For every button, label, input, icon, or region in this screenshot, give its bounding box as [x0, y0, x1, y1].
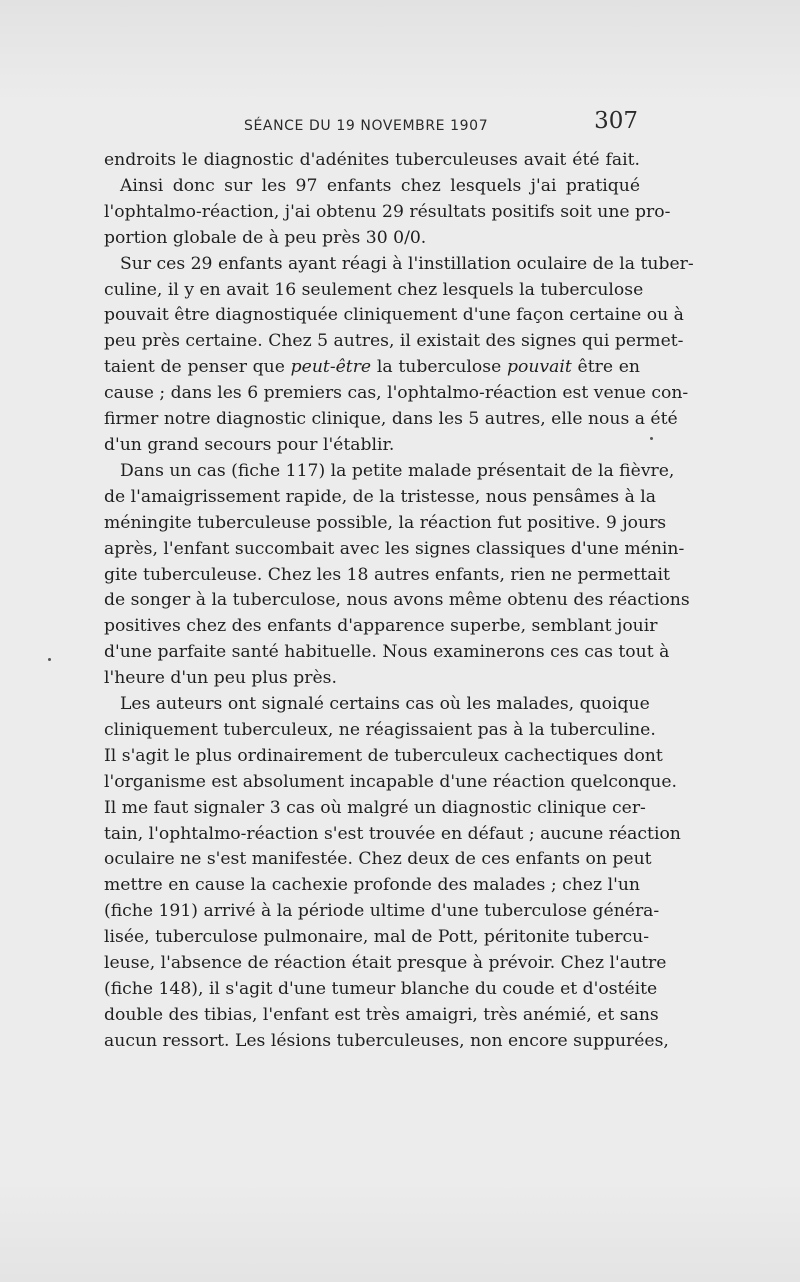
ink-speck: [48, 658, 51, 661]
page-header: [104, 108, 638, 142]
text-line: Ainsi donc sur les 97 enfants chez lesquels j'ai pratiqué: [120, 175, 640, 196]
text-line: Il me faut signaler 3 cas où malgré un diagnostic clinique cer-: [104, 797, 646, 818]
text-line: (fiche 148), il s'agit d'une tumeur blanche du coude et d'ostéite: [104, 979, 658, 999]
text-line: l'heure d'un peu plus près.: [104, 668, 337, 689]
text-line: d'une parfaite santé habituelle. Nous examinerons ces cas tout à: [104, 642, 670, 663]
text-line: positives chez des enfants d'apparence superbe, semblant jouir: [104, 616, 658, 637]
text-line: tain, l'ophtalmo-réaction s'est trouvée en défaut ; aucune réaction: [104, 823, 681, 844]
text-line: après, l'enfant succombait avec les signes classiques d'une ménin-: [104, 538, 685, 559]
text-segment: taient de penser que: [104, 357, 291, 378]
text-line: lisée, tuberculose pulmonaire, mal de Pott, péritonite tubercu-: [104, 927, 650, 948]
text-line: Sur ces 29 enfants ayant réagi à l'instillation oculaire de la tuber-: [120, 253, 694, 274]
text-line: culine, il y en avait 16 seulement chez lesquels la tuberculose: [104, 279, 644, 300]
page-number: 307: [594, 108, 638, 134]
text-line: endroits le diagnostic d'adénites tuberculeuses avait été fait.: [104, 150, 640, 170]
italic-phrase: pouvait: [507, 357, 572, 378]
text-line: Les auteurs ont signalé certains cas où les malades, quoique: [120, 694, 650, 715]
text-line: portion globale de à peu près 30 0/0.: [104, 227, 427, 248]
italic-phrase: peut-être: [290, 357, 372, 378]
text-line: [104, 355, 640, 381]
text-line: leuse, l'absence de réaction était presque à prévoir. Chez l'autre: [104, 953, 667, 974]
text-line: aucun ressort. Les lésions tuberculeuses, non encore suppurées,: [104, 1030, 669, 1051]
text-line: Dans un cas (fiche 117) la petite malade présentait de la fièvre,: [120, 460, 675, 481]
body-text: [104, 148, 694, 1055]
text-line: méningite tuberculeuse possible, la réaction fut positive. 9 jours: [104, 512, 667, 533]
text-line: d'un grand secours pour l'établir.: [104, 434, 395, 455]
text-segment: la tuberculose: [371, 357, 507, 378]
text-segment: être en: [571, 357, 640, 378]
text-line: pouvait être diagnostiquée cliniquement d'une façon certaine ou à: [104, 305, 684, 326]
text-line: l'ophtalmo-réaction, j'ai obtenu 29 résultats positifs soit une pro-: [104, 201, 671, 222]
text-line: oculaire ne s'est manifestée. Chez deux de ces enfants on peut: [104, 849, 652, 870]
text-line: Il s'agit le plus ordinairement de tuberculeux cachectiques dont: [104, 745, 663, 766]
text-line: firmer notre diagnostic clinique, dans les 5 autres, elle nous a été: [104, 409, 678, 430]
text-line: gite tuberculeuse. Chez les 18 autres enfants, rien ne permettait: [104, 564, 670, 585]
text-line: (fiche 191) arrivé à la période ultime d'une tuberculose généra-: [104, 901, 660, 922]
text-line: de l'amaigrissement rapide, de la tristesse, nous pensâmes à la: [104, 486, 657, 507]
text-line: cliniquement tuberculeux, ne réagissaient pas à la tuberculine.: [104, 719, 656, 740]
text-line: double des tibias, l'enfant est très amaigri, très anémié, et sans: [104, 1004, 659, 1025]
text-line: de songer à la tuberculose, nous avons même obtenu des réactions: [104, 590, 690, 611]
text-line: peu près certaine. Chez 5 autres, il existait des signes qui permet-: [104, 331, 684, 352]
text-line: cause ; dans les 6 premiers cas, l'ophtalmo-réaction est venue con-: [104, 383, 689, 404]
ink-speck: [650, 437, 653, 440]
text-line: l'organisme est absolument incapable d'une réaction quelconque.: [104, 771, 677, 792]
running-title: SÉANCE DU 19 NOVEMBRE 1907: [244, 118, 489, 134]
text-line: mettre en cause la cachexie profonde des malades ; chez l'un: [104, 875, 640, 896]
